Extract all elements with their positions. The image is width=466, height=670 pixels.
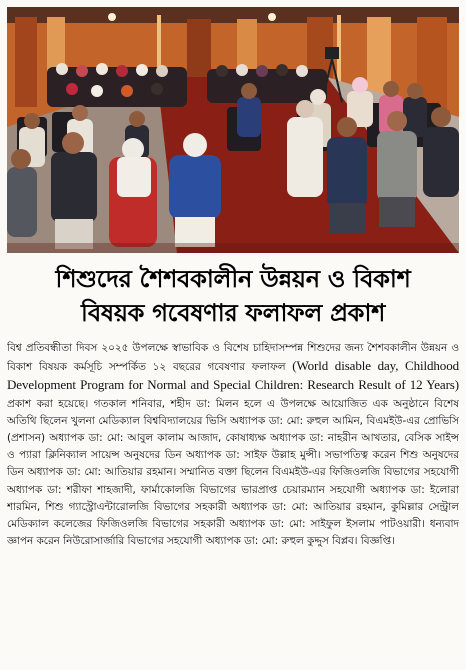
article-body <box>7 340 459 666</box>
headline <box>0 262 466 330</box>
headline-line-2: বিষয়ক গবেষণার ফলাফল প্রকাশ <box>80 299 386 327</box>
headline-line-1: শিশুদের শৈশবকালীন উন্নয়ন ও বিকাশ <box>55 265 411 293</box>
body-english-title: (World disable day, Childhood Development Program for Normal and Special Children: Research Result of 12 Years) <box>7 358 459 393</box>
body-text-part-1: বিশ্ব প্রতিবন্ধীতা দিবস ২০২৫ উপলক্ষে স্বাভাবিক ও বিশেষ চাহিদাসম্পন্ন শিশুদের জন্য শৈশবকালীন উন্নয়ন ও বিকাশ বিষয়ক কর্মসূচি সম্পর্কিত ১২ বছরের গবেষণার ফলাফল <box>7 342 459 374</box>
event-photo <box>7 7 459 253</box>
body-text-part-2: প্রকাশ করা হয়েছে। গতকাল শনিবার, শহীদ ডা: মিলন হলে এ উপলক্ষে আয়োজিত এক অনুষ্ঠানে বিশেষ অতিথি ছিলেন খুলনা মেডিক্যাল বিশ্ববিদ্যালয়ের ভিসি অধ্যাপক ডা: মো: রুহুল আমিন, বিএমইউ-এর প্রোভিসি (প্রশাসন) অধ্যাপক ডা: মো: আবুল কালাম আজাদ, কোষাধ্যক্ষ অধ্যাপক ডা: নাহরীন আখতার, বেসিক সাইন্স ও প্যারা ক্লিনিক্যাল সায়েন্স অনুষদের ডিন অধ্যাপক ডা: সাইফ উল্লাহ মুন্সী। সভাপতিত্ব করেন শিশু অনুষদের ডিন অধ্যাপক ডা: মো: আতিয়ার রহমান। সম্মানিত বক্তা ছিলেন বিএমইউ-এর ফিজিওলজি বিভাগের সহযোগী অধ্যাপক ডা: শরীফা শাহজাদী, ফার্মাকোলজি বিভাগের ভারপ্রাপ্ত চেয়ারম্যান সহযোগী অধ্যাপক ডা: ইলোরা শারমিন, শিশু গ্যাস্ট্রোএন্টারোলজি বিভাগের সহকারী অধ্যাপক ডা: মো: আতিয়ার রহমান, কুমিল্লার সেন্ট্রাল মেডিক্যাল কলেজের ফিজিওলজি বিভাগের সহকারী অধ্যাপক ডা: মো: সাইফুল ইসলাম পাটওয়ারী। ধন্যবাদ জ্ঞাপন করেন নিউরোসার্জারি বিভাগের সহযোগী অধ্যাপক ডা: মো: রুহুল কুদ্দুস বিপ্লব। বিজ্ঞপ্তি। <box>7 397 459 548</box>
